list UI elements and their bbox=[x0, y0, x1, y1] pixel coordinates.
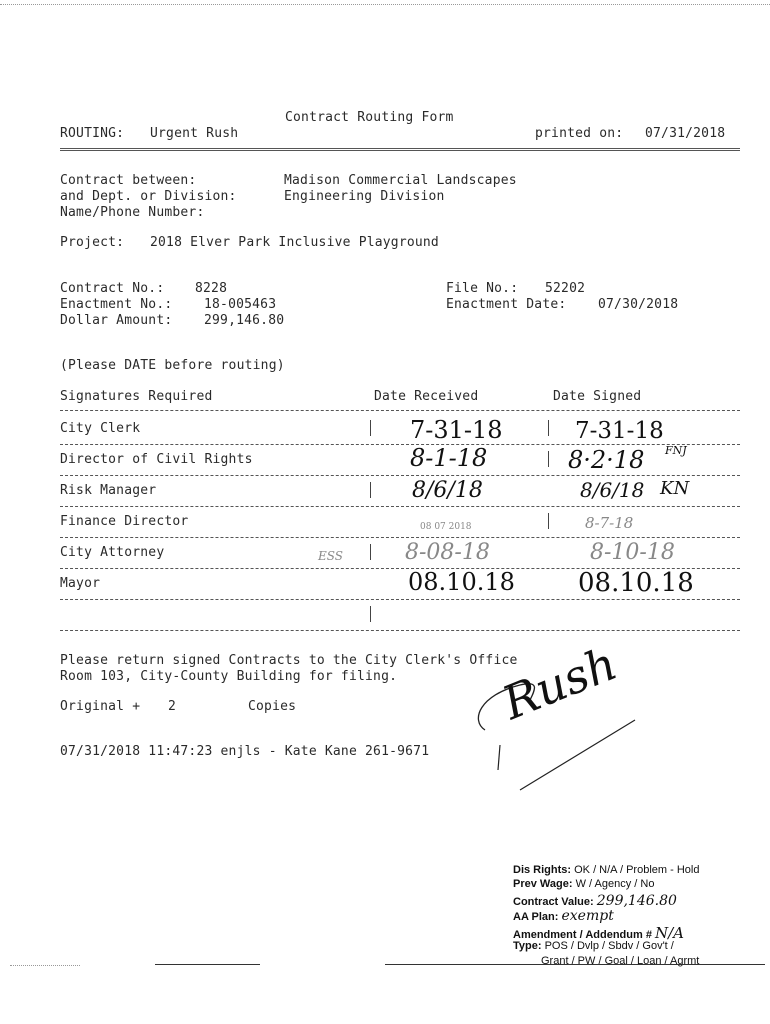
row-role-city-clerk: City Clerk bbox=[60, 421, 141, 436]
copies-label: Copies bbox=[248, 699, 297, 714]
enactment-date-label: Enactment Date: bbox=[446, 297, 567, 312]
file-no-label: File No.: bbox=[446, 281, 519, 296]
dollar-value: 299,146.80 bbox=[204, 313, 285, 328]
return-instructions-line2: Room 103, City-County Building for filing. bbox=[60, 669, 398, 684]
enactment-no-value: 18-005463 bbox=[204, 297, 277, 312]
risk-manager-signed-handwritten: 8/6/18 bbox=[580, 478, 645, 502]
type-line bbox=[513, 940, 674, 952]
row-divider bbox=[370, 544, 371, 560]
name-phone-label: Name/Phone Number: bbox=[60, 205, 205, 220]
footer-timestamp: 07/31/2018 11:47:23 enjls - Kate Kane 261-9671 bbox=[60, 744, 430, 759]
amendment-label: Amendment / Addendum # bbox=[513, 929, 652, 941]
table-header-rule bbox=[60, 410, 740, 411]
row-role-finance-director: Finance Director bbox=[60, 514, 189, 529]
contract-between-value: Madison Commercial Landscapes bbox=[284, 173, 517, 188]
col-signatures-header: Signatures Required bbox=[60, 389, 213, 404]
dis-rights-line bbox=[513, 864, 699, 876]
header-divider bbox=[60, 148, 740, 151]
row-role-civil-rights: Director of Civil Rights bbox=[60, 452, 253, 467]
mayor-received-handwritten: 08.10.18 bbox=[408, 568, 515, 596]
row-role-city-attorney: City Attorney bbox=[60, 545, 165, 560]
aa-plan-line bbox=[513, 908, 614, 924]
col-signed-header: Date Signed bbox=[553, 389, 642, 404]
project-label: Project: bbox=[60, 235, 125, 250]
scan-rule-bottom bbox=[10, 965, 80, 966]
civil-rights-received-handwritten: 8-1-18 bbox=[410, 444, 488, 472]
contract-no-label: Contract No.: bbox=[60, 281, 165, 296]
row-divider bbox=[370, 606, 371, 622]
contract-value-handwritten: 299,146.80 bbox=[596, 893, 677, 909]
routing-value: Urgent Rush bbox=[150, 126, 239, 141]
row-rule bbox=[60, 506, 740, 507]
city-clerk-signed-handwritten: 7-31-18 bbox=[575, 418, 664, 444]
risk-manager-initials: KN bbox=[660, 478, 690, 499]
civil-rights-signed-handwritten: 8·2·18 bbox=[568, 446, 645, 474]
scan-rule-bottom bbox=[385, 964, 765, 965]
project-value: 2018 Elver Park Inclusive Playground bbox=[150, 235, 439, 250]
row-divider bbox=[548, 420, 549, 436]
row-divider bbox=[548, 513, 549, 529]
dept-value: Engineering Division bbox=[284, 189, 445, 204]
original-label: Original + bbox=[60, 699, 141, 714]
type-options: POS / Dvlp / Sbdv / Gov't / bbox=[544, 940, 674, 952]
city-attorney-received-handwritten: 8-08-18 bbox=[405, 540, 490, 565]
amendment-handwritten: N/A bbox=[655, 924, 685, 942]
row-role-mayor: Mayor bbox=[60, 576, 101, 591]
aa-plan-label: AA Plan: bbox=[513, 911, 559, 923]
dis-rights-options: OK / N/A / Problem - Hold bbox=[574, 864, 700, 876]
row-rule bbox=[60, 475, 740, 476]
civil-rights-initials: FNJ bbox=[665, 444, 687, 457]
prev-wage-label: Prev Wage: bbox=[513, 878, 573, 890]
contract-value-line bbox=[513, 893, 677, 909]
file-no-value: 52202 bbox=[545, 281, 586, 296]
copies-count: 2 bbox=[168, 699, 177, 714]
prev-wage-options: W / Agency / No bbox=[575, 878, 655, 890]
row-role-risk-manager: Risk Manager bbox=[60, 483, 157, 498]
aa-plan-handwritten: exempt bbox=[561, 908, 614, 924]
contract-no-value: 8228 bbox=[195, 281, 228, 296]
contract-between-label: Contract between: bbox=[60, 173, 197, 188]
row-rule bbox=[60, 537, 740, 538]
col-received-header: Date Received bbox=[374, 389, 479, 404]
city-attorney-signed-handwritten: 8-10-18 bbox=[590, 540, 675, 565]
finance-received-stamp: 08 07 2018 bbox=[420, 522, 472, 532]
row-divider bbox=[548, 451, 549, 467]
risk-manager-received-handwritten: 8/6/18 bbox=[412, 478, 483, 503]
dept-label: and Dept. or Division: bbox=[60, 189, 237, 204]
rush-mark: Rush bbox=[495, 635, 625, 731]
printed-date: 07/31/2018 bbox=[645, 126, 726, 141]
dollar-label: Dollar Amount: bbox=[60, 313, 173, 328]
enactment-no-label: Enactment No.: bbox=[60, 297, 173, 312]
return-instructions-line1: Please return signed Contracts to the City Clerk's Office bbox=[60, 653, 518, 668]
form-title: Contract Routing Form bbox=[285, 110, 454, 125]
type-options-2: Grant / PW / Goal / Loan / Agrmt bbox=[541, 955, 700, 967]
type-label: Type: bbox=[513, 940, 542, 952]
dis-rights-label: Dis Rights: bbox=[513, 864, 572, 876]
scan-rule-bottom bbox=[155, 964, 260, 965]
type-line-2 bbox=[541, 955, 699, 967]
finance-signed-handwritten: 8-7-18 bbox=[585, 514, 634, 532]
city-attorney-initials: ESS bbox=[318, 549, 343, 563]
row-divider bbox=[370, 482, 371, 498]
routing-label: ROUTING: bbox=[60, 126, 125, 141]
date-note: (Please DATE before routing) bbox=[60, 358, 285, 373]
enactment-date-value: 07/30/2018 bbox=[598, 297, 679, 312]
row-rule bbox=[60, 444, 740, 445]
row-divider bbox=[370, 420, 371, 436]
scan-artifact-top bbox=[0, 4, 770, 5]
prev-wage-line bbox=[513, 878, 654, 890]
mayor-signed-handwritten: 08.10.18 bbox=[578, 568, 694, 598]
city-clerk-received-handwritten: 7-31-18 bbox=[410, 416, 503, 444]
printed-label: printed on: bbox=[535, 126, 624, 141]
row-rule bbox=[60, 599, 740, 600]
contract-value-label: Contract Value: bbox=[513, 896, 594, 908]
row-rule bbox=[60, 630, 740, 631]
